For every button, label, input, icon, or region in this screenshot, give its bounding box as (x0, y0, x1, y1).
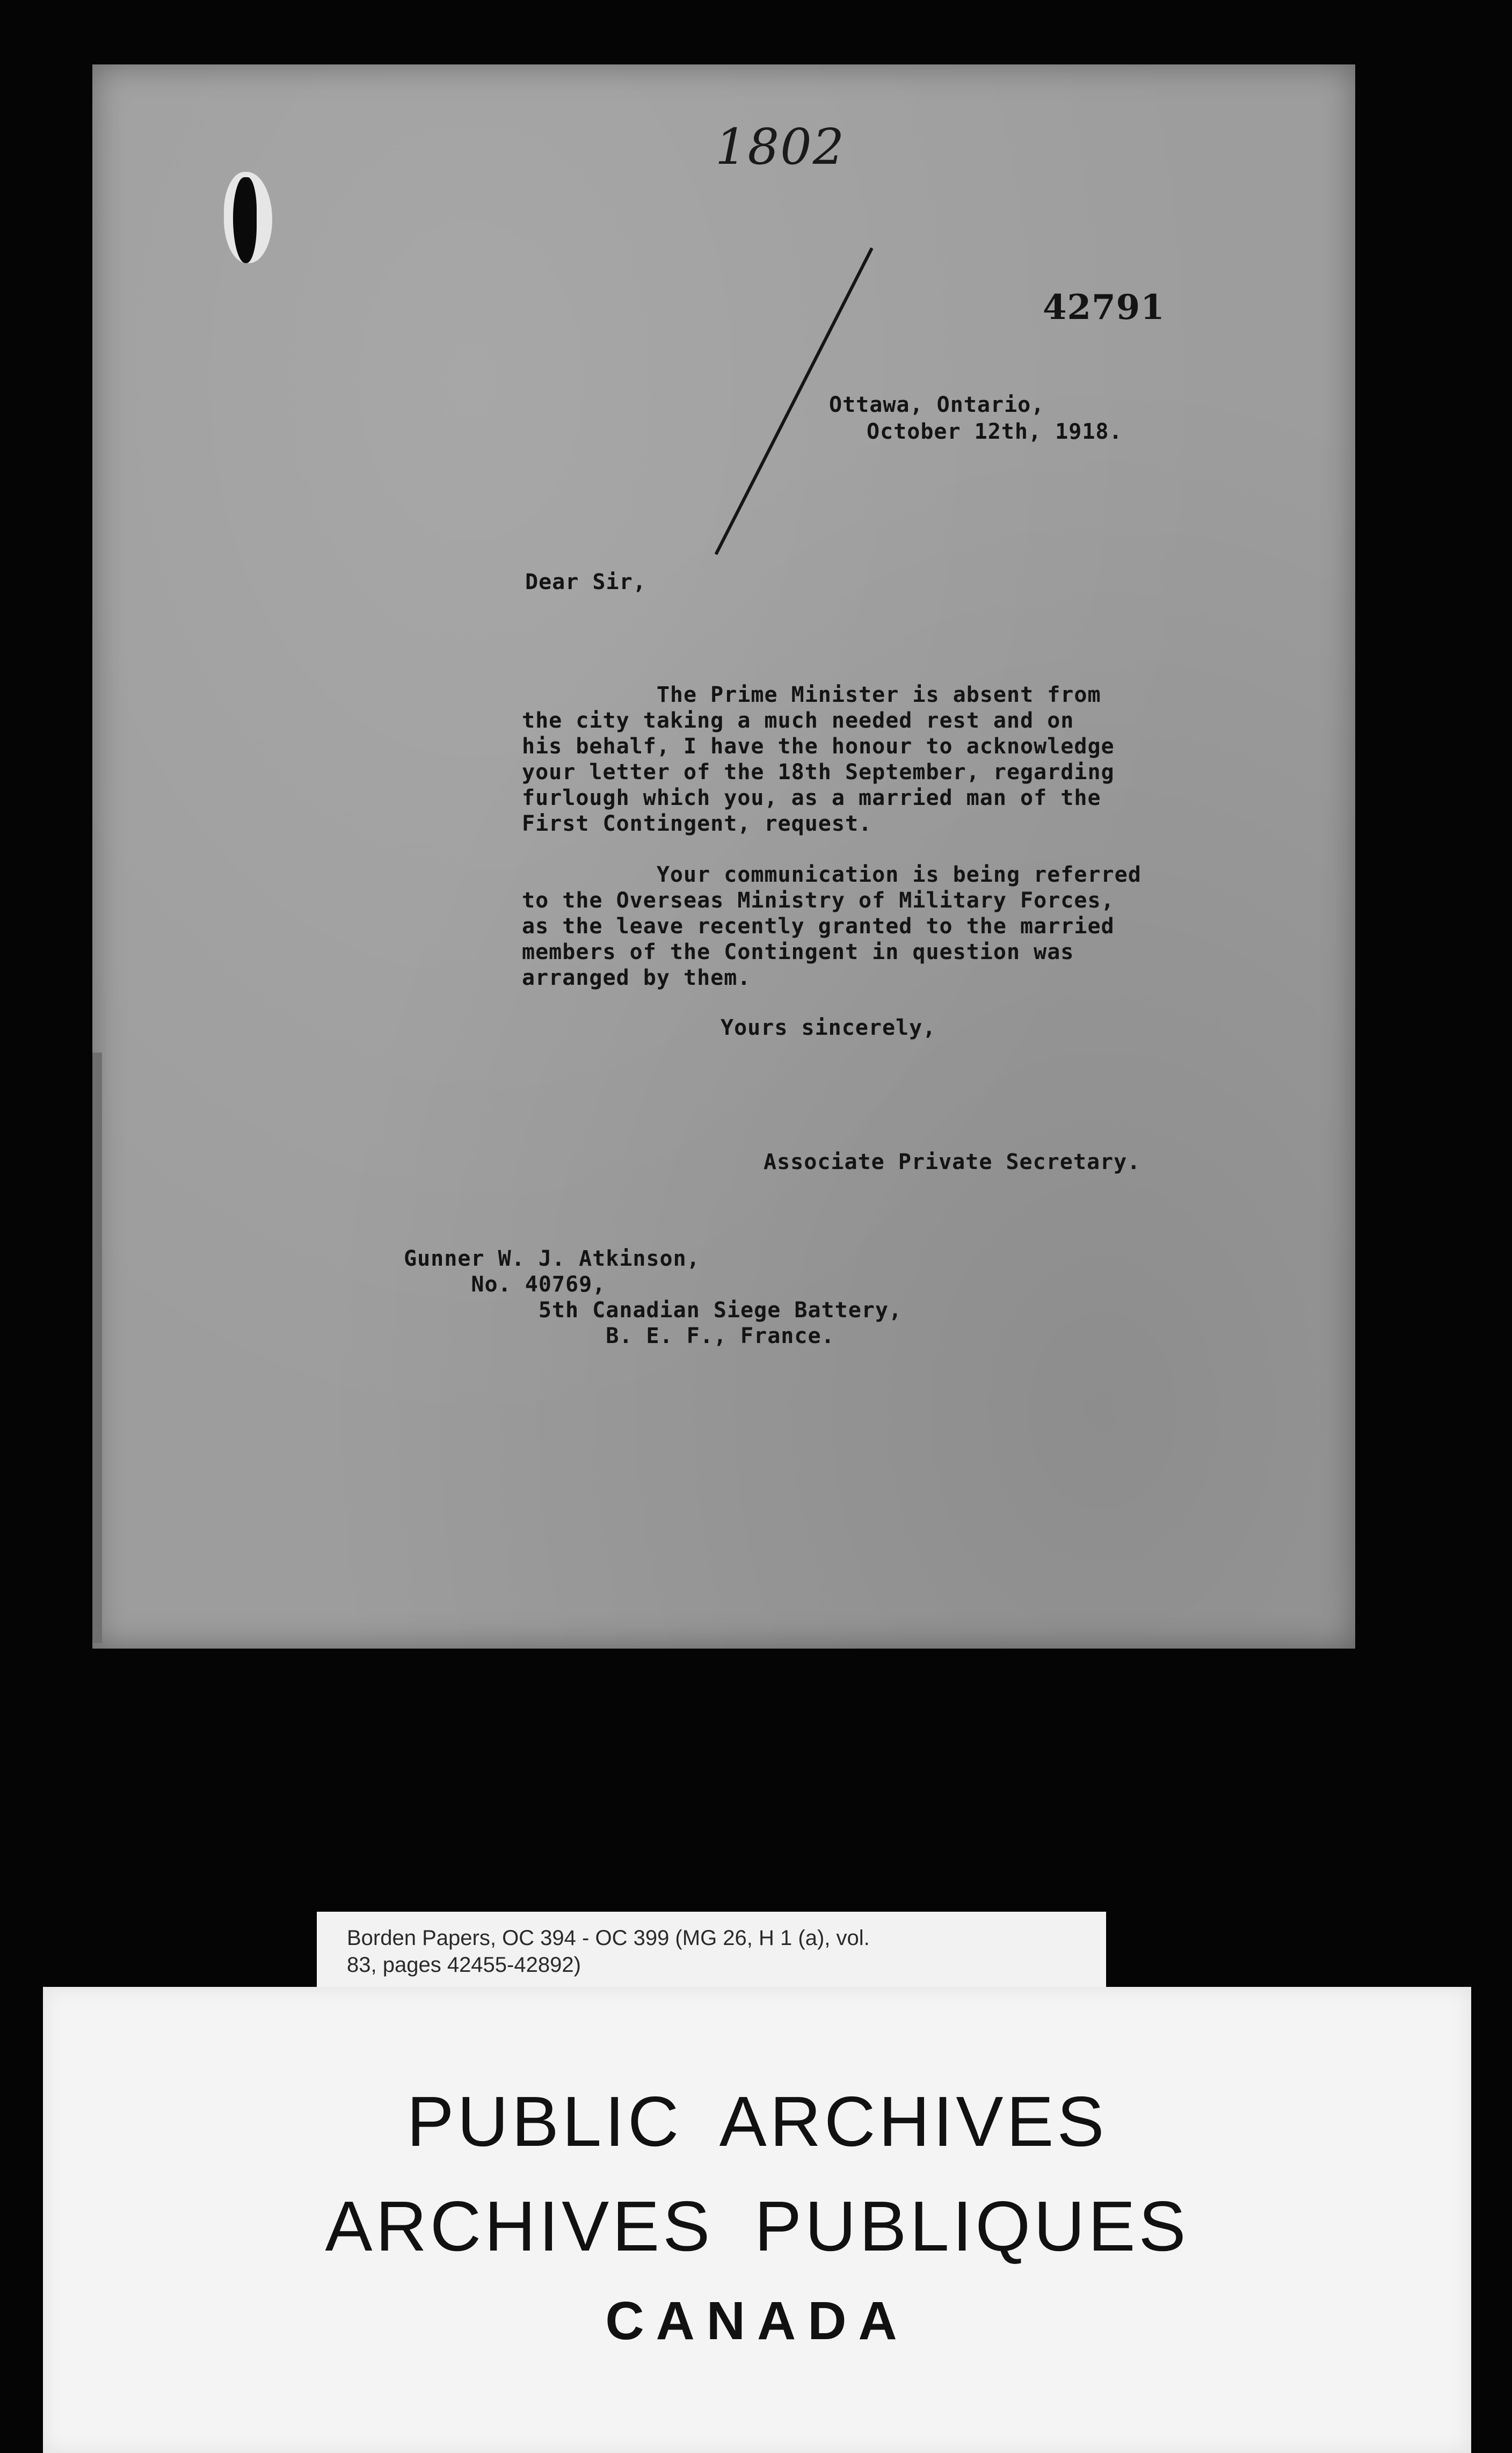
letter-paragraph-1: The Prime Minister is absent from the city taking a much needed rest and on his behalf, I have the honour to acknowledge your letter of the 18th September, regarding furlough which you, as a married man of the First Contingent, request. (522, 683, 1115, 836)
archive-label-card (43, 1987, 1471, 2453)
archive-title-french: ARCHIVES PUBLIQUES (325, 2187, 1189, 2266)
handwritten-file-number: 1802 (715, 118, 846, 176)
recipient-address: Gunner W. J. Atkinson, No. 40769, 5th Canadian Siege Battery, B. E. F., France. (404, 1246, 903, 1348)
letter-date: October 12th, 1918. (867, 419, 1123, 444)
reference-card (317, 1912, 1106, 1992)
letter-place: Ottawa, Ontario, (829, 393, 1045, 417)
punch-hole-shadow (233, 177, 257, 263)
signature-title: Associate Private Secretary. (764, 1150, 1141, 1174)
letter-salutation: Dear Sir, (525, 570, 646, 594)
letter-sheet (92, 64, 1355, 1649)
reference-line-1: Borden Papers, OC 394 - OC 399 (MG 26, H 1 (a), vol. (347, 1926, 870, 1950)
sheet-edge-shadow (92, 1053, 102, 1643)
letter-closing: Yours sincerely, (721, 1015, 936, 1040)
archive-title-english: PUBLIC ARCHIVES (406, 2082, 1108, 2161)
letter-paragraph-2: Your communication is being referred to the Overseas Ministry of Military Forces, as the leave recently granted to the married members of the Contingent in question was arranged by them. (522, 862, 1142, 990)
document-number: 42791 (1043, 287, 1165, 328)
archive-country: CANADA (605, 2291, 909, 2351)
reference-line-2: 83, pages 42455-42892) (347, 1953, 581, 1977)
